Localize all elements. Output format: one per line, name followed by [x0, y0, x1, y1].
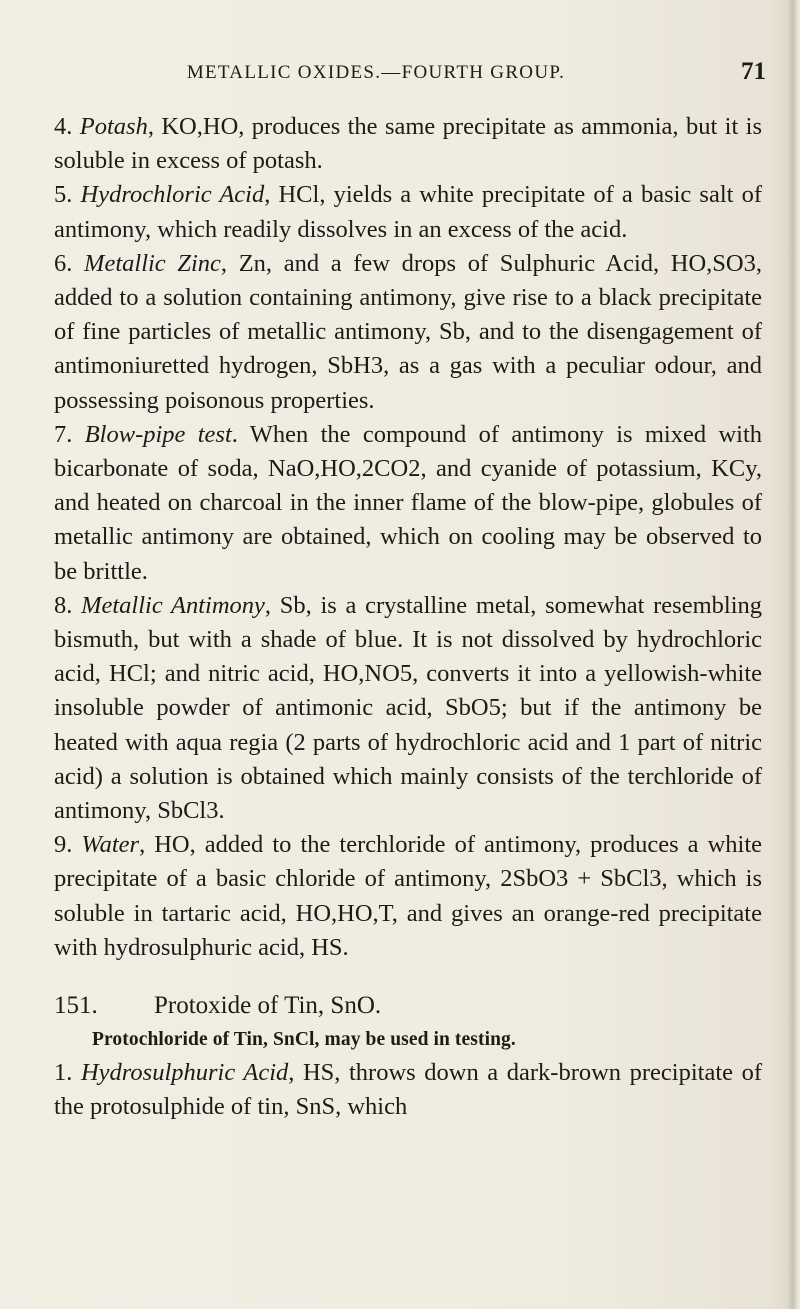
section-note: Protochloride of Tin, SnCl, may be used in testing. [92, 1029, 516, 1051]
page-number: 71 [741, 58, 766, 85]
section-heading [54, 989, 762, 1023]
paragraph-number: 5. [54, 181, 73, 209]
paragraph-text: , HS, throws down a dark-brown precipitate of the protosulphide of tin, SnS, which [54, 1059, 763, 1121]
body-text [54, 110, 762, 1125]
paragraph-text: . When the compound of antimony is mixed with bicarbonate of soda, NaO,HO,2CO2, and cyanide of potassium, KCy, and heated on charcoal in the inner flame of the blow-pipe, globules of metallic antimony are obtained, which on cooling may be observed to be brittle. [54, 420, 762, 585]
reagent-name: Metallic Antimony [81, 591, 265, 619]
paragraph-potash [54, 110, 762, 178]
running-title: METALLIC OXIDES.—FOURTH GROUP. [186, 62, 566, 83]
paragraph-hydrochloric-acid [54, 178, 762, 246]
paragraph-metallic-antimony [54, 589, 762, 828]
paragraph-text: , Sb, is a crystalline metal, somewhat resembling bismuth, but with a shade of blue. It is not dissolved by hydrochloric acid, HCl; and nitric acid, HO,NO5, converts it into a yellowish-white insoluble powder of antimonic acid, SbO5; but if the antimony be heated with aqua regia (2 parts of hydrochloric acid and 1 part of nitric acid) a solution is obtained which mainly consists of the terchloride of antimony, SbCl3. [54, 591, 763, 825]
paragraph-text: , Zn, and a few drops of Sulphuric Acid, HO,SO3, added to a solution containing antimony, give rise to a black precipitate of fine particles of metallic antimony, Sb, and to the disengagement of antimoniuretted hydrogen, SbH3, as a gas with a peculiar odour, and possessing poisonous properties. [54, 249, 763, 414]
paragraph-water [54, 828, 762, 965]
section-title: Protoxide of Tin, SnO. [154, 992, 382, 1020]
paragraph-number: 6. [54, 249, 73, 277]
paragraph-number: 8. [54, 591, 73, 619]
paragraph-number: 7. [54, 420, 73, 448]
paragraph-metallic-zinc [54, 247, 762, 418]
paragraph-text: , HCl, yields a white precipitate of a basic salt of antimony, which readily dissolves in an excess of the acid. [54, 181, 763, 243]
reagent-name: Water [81, 831, 140, 859]
reagent-name: Metallic Zinc [84, 249, 221, 277]
paragraph-text: , KO,HO, produces the same precipitate as ammonia, but it is soluble in excess of potash. [54, 113, 763, 175]
running-header [106, 58, 766, 92]
paragraph-number: 9. [54, 831, 73, 859]
paragraph-blow-pipe-test [54, 418, 762, 589]
paragraph-hydrosulphuric-acid [54, 1056, 762, 1124]
reagent-name: Potash [79, 113, 148, 140]
reagent-name: Hydrochloric Acid [80, 181, 265, 209]
reagent-name: Blow-pipe test [84, 420, 232, 448]
paragraph-number: 4. [54, 113, 73, 140]
page-edge [788, 0, 800, 1309]
reagent-name: Hydrosulphuric Acid [80, 1059, 289, 1087]
section-number: 151. [54, 992, 98, 1020]
paragraph-text: , HO, added to the terchloride of antimony, produces a white precipitate of a basic chloride of antimony, 2SbO3 + SbCl3, which is soluble in tartaric acid, HO,HO,T, and gives an orange-red precipitate with hydrosulphuric acid, HS. [54, 831, 762, 961]
paragraph-number: 1. [54, 1059, 73, 1087]
